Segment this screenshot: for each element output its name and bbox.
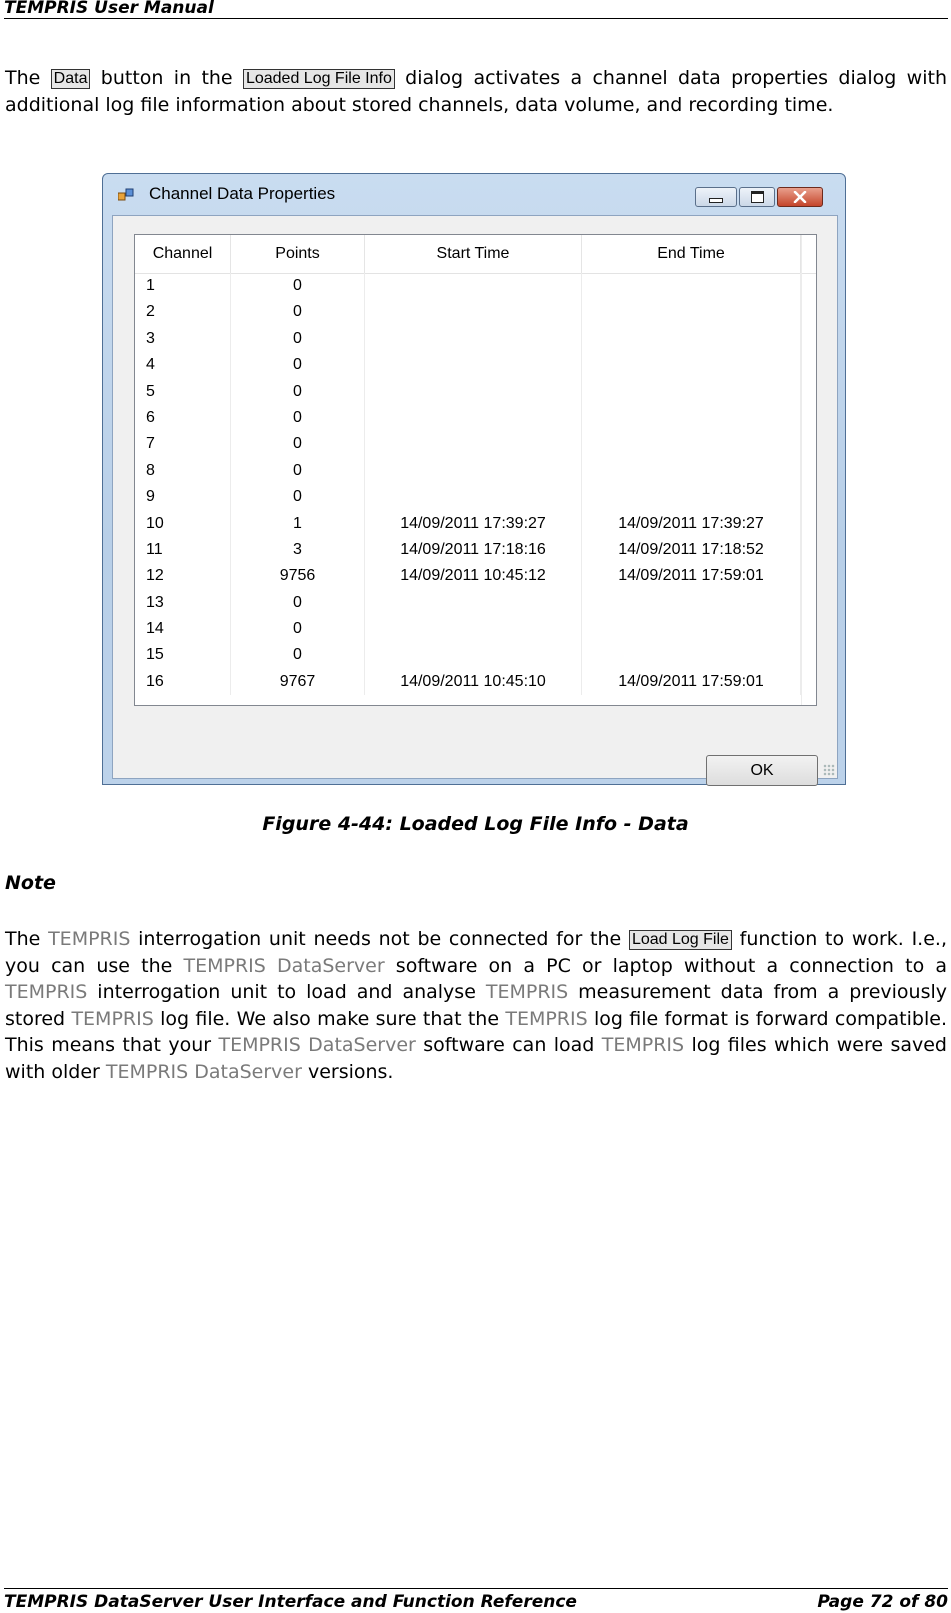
- table-row[interactable]: [135, 405, 816, 431]
- cell-points: 0: [231, 273, 365, 299]
- cell-start-time: [365, 405, 582, 431]
- column-header-start-time[interactable]: Start Time: [365, 235, 582, 273]
- cell-channel: 13: [135, 590, 231, 616]
- cell-start-time: 14/09/2011 17:18:16: [365, 537, 582, 563]
- page-number: Page 72 of 80: [817, 1592, 948, 1612]
- cell-channel: 14: [135, 616, 231, 642]
- cell-end-time: [582, 642, 801, 668]
- channel-data-grid[interactable]: [134, 234, 817, 706]
- cell-points: 0: [231, 326, 365, 352]
- cell-channel: 16: [135, 669, 231, 695]
- cell-start-time: 14/09/2011 17:39:27: [365, 511, 582, 537]
- cell-end-time: 14/09/2011 17:59:01: [582, 563, 801, 589]
- cell-end-time: [582, 405, 801, 431]
- table-row[interactable]: [135, 431, 816, 457]
- intro-text: The: [5, 67, 51, 89]
- cell-channel: 12: [135, 563, 231, 589]
- cell-end-time: [582, 299, 801, 325]
- table-row[interactable]: [135, 563, 816, 589]
- table-row[interactable]: [135, 273, 816, 299]
- table-row[interactable]: [135, 590, 816, 616]
- cell-channel: 2: [135, 299, 231, 325]
- cell-points: 0: [231, 431, 365, 457]
- cell-end-time: 14/09/2011 17:39:27: [582, 511, 801, 537]
- brand-name: TEMPRIS: [485, 981, 569, 1003]
- cell-points: 0: [231, 352, 365, 378]
- cell-start-time: [365, 326, 582, 352]
- grid-scroll-area: [801, 235, 817, 705]
- cell-channel: 3: [135, 326, 231, 352]
- table-row[interactable]: [135, 669, 816, 695]
- load-log-file-button-reference: Load Log File: [629, 930, 732, 950]
- brand-name: TEMPRIS DataServer: [105, 1060, 302, 1083]
- column-header-end-time[interactable]: End Time: [582, 235, 801, 273]
- table-row[interactable]: [135, 511, 816, 537]
- cell-start-time: [365, 616, 582, 642]
- table-row[interactable]: [135, 352, 816, 378]
- table-row[interactable]: [135, 616, 816, 642]
- table-row[interactable]: [135, 484, 816, 510]
- cell-points: 0: [231, 405, 365, 431]
- table-row[interactable]: [135, 458, 816, 484]
- cell-points: 3: [231, 537, 365, 563]
- ok-button[interactable]: OK: [706, 755, 818, 786]
- column-header-channel[interactable]: Channel: [135, 235, 231, 273]
- cell-end-time: [582, 352, 801, 378]
- cell-end-time: [582, 590, 801, 616]
- note-text: software on a PC or laptop without a connection to a: [384, 954, 947, 977]
- brand-name: TEMPRIS DataServer: [183, 954, 385, 977]
- minimize-button[interactable]: [695, 187, 737, 207]
- note-text: interrogation unit needs not be connected for the: [130, 928, 629, 950]
- cell-end-time: 14/09/2011 17:59:01: [582, 669, 801, 695]
- cell-points: 0: [231, 299, 365, 325]
- cell-start-time: [365, 642, 582, 668]
- note-text: log files which were saved with older: [5, 1034, 947, 1083]
- cell-channel: 15: [135, 642, 231, 668]
- resize-grip-icon[interactable]: [823, 764, 835, 776]
- column-header-points[interactable]: Points: [231, 235, 365, 273]
- table-row[interactable]: [135, 642, 816, 668]
- grid-header: [135, 235, 816, 274]
- intro-paragraph: [5, 65, 947, 118]
- cell-end-time: [582, 484, 801, 510]
- note-text: log file. We also make sure that the: [153, 1007, 506, 1030]
- channel-data-properties-dialog: [102, 173, 846, 785]
- cell-channel: 11: [135, 537, 231, 563]
- intro-text: button in the: [90, 67, 243, 89]
- note-heading: Note: [5, 872, 56, 894]
- cell-start-time: [365, 590, 582, 616]
- table-row[interactable]: [135, 379, 816, 405]
- table-row[interactable]: [135, 537, 816, 563]
- cell-channel: 1: [135, 273, 231, 299]
- data-button-reference: Data: [51, 69, 91, 89]
- note-text: software can load: [415, 1034, 602, 1056]
- cell-points: 0: [231, 616, 365, 642]
- note-text: versions.: [301, 1060, 394, 1083]
- table-row[interactable]: [135, 326, 816, 352]
- cell-channel: 8: [135, 458, 231, 484]
- cell-start-time: [365, 352, 582, 378]
- brand-name: TEMPRIS: [5, 981, 88, 1003]
- dialog-title: Channel Data Properties: [149, 184, 336, 203]
- note-text: log file format is forward compatible. This means that your: [5, 1007, 947, 1056]
- cell-points: 0: [231, 458, 365, 484]
- note-text: function to work. I.e., you can use the: [5, 928, 947, 977]
- figure-caption: Figure 4-44: Loaded Log File Info - Data: [262, 813, 689, 835]
- note-text: interrogation unit to load and analyse: [87, 981, 486, 1003]
- cell-points: 1: [231, 511, 365, 537]
- cell-channel: 4: [135, 352, 231, 378]
- cell-points: 9767: [231, 669, 365, 695]
- cell-start-time: 14/09/2011 10:45:12: [365, 563, 582, 589]
- footer-title: TEMPRIS DataServer User Interface and Function Reference: [4, 1592, 577, 1612]
- brand-name: TEMPRIS: [601, 1034, 685, 1056]
- dialog-client-area: [112, 215, 838, 779]
- note-text: measurement data from a previously stored: [5, 981, 947, 1030]
- cell-channel: 7: [135, 431, 231, 457]
- cell-points: 0: [231, 590, 365, 616]
- minimize-icon: [709, 198, 723, 203]
- cell-points: 0: [231, 484, 365, 510]
- table-row[interactable]: [135, 299, 816, 325]
- page-header: TEMPRIS User Manual: [4, 0, 948, 19]
- cell-end-time: [582, 273, 801, 299]
- cell-points: 0: [231, 379, 365, 405]
- close-icon: [793, 191, 807, 203]
- maximize-button[interactable]: [739, 187, 775, 207]
- close-button[interactable]: [777, 187, 823, 207]
- cell-channel: 6: [135, 405, 231, 431]
- cell-start-time: [365, 379, 582, 405]
- cell-channel: 10: [135, 511, 231, 537]
- cell-start-time: [365, 431, 582, 457]
- cell-start-time: [365, 484, 582, 510]
- cell-end-time: [582, 326, 801, 352]
- cell-points: 9756: [231, 563, 365, 589]
- brand-name: TEMPRIS DataServer: [218, 1034, 416, 1056]
- cell-channel: 5: [135, 379, 231, 405]
- cell-points: 0: [231, 642, 365, 668]
- dialog-title-bar[interactable]: [103, 174, 845, 214]
- cell-start-time: 14/09/2011 10:45:10: [365, 669, 582, 695]
- cell-channel: 9: [135, 484, 231, 510]
- intro-text: dialog activates a channel data properties dialog with additional log file information about stored channels, data volume, and recording time.: [5, 67, 947, 116]
- cell-end-time: [582, 616, 801, 642]
- cell-start-time: [365, 299, 582, 325]
- grid-rows: [135, 273, 816, 695]
- cell-start-time: [365, 273, 582, 299]
- note-paragraph: [5, 926, 947, 1085]
- app-window-icon: [118, 188, 134, 202]
- brand-name: TEMPRIS: [505, 1007, 588, 1030]
- maximize-icon: [751, 191, 764, 203]
- cell-end-time: [582, 458, 801, 484]
- page-footer: [4, 1588, 948, 1611]
- brand-name: TEMPRIS: [48, 928, 131, 950]
- cell-end-time: 14/09/2011 17:18:52: [582, 537, 801, 563]
- cell-start-time: [365, 458, 582, 484]
- note-text: The: [5, 928, 49, 950]
- brand-name: TEMPRIS: [71, 1007, 154, 1030]
- loaded-log-file-info-button-reference: Loaded Log File Info: [243, 69, 395, 89]
- cell-end-time: [582, 379, 801, 405]
- cell-end-time: [582, 431, 801, 457]
